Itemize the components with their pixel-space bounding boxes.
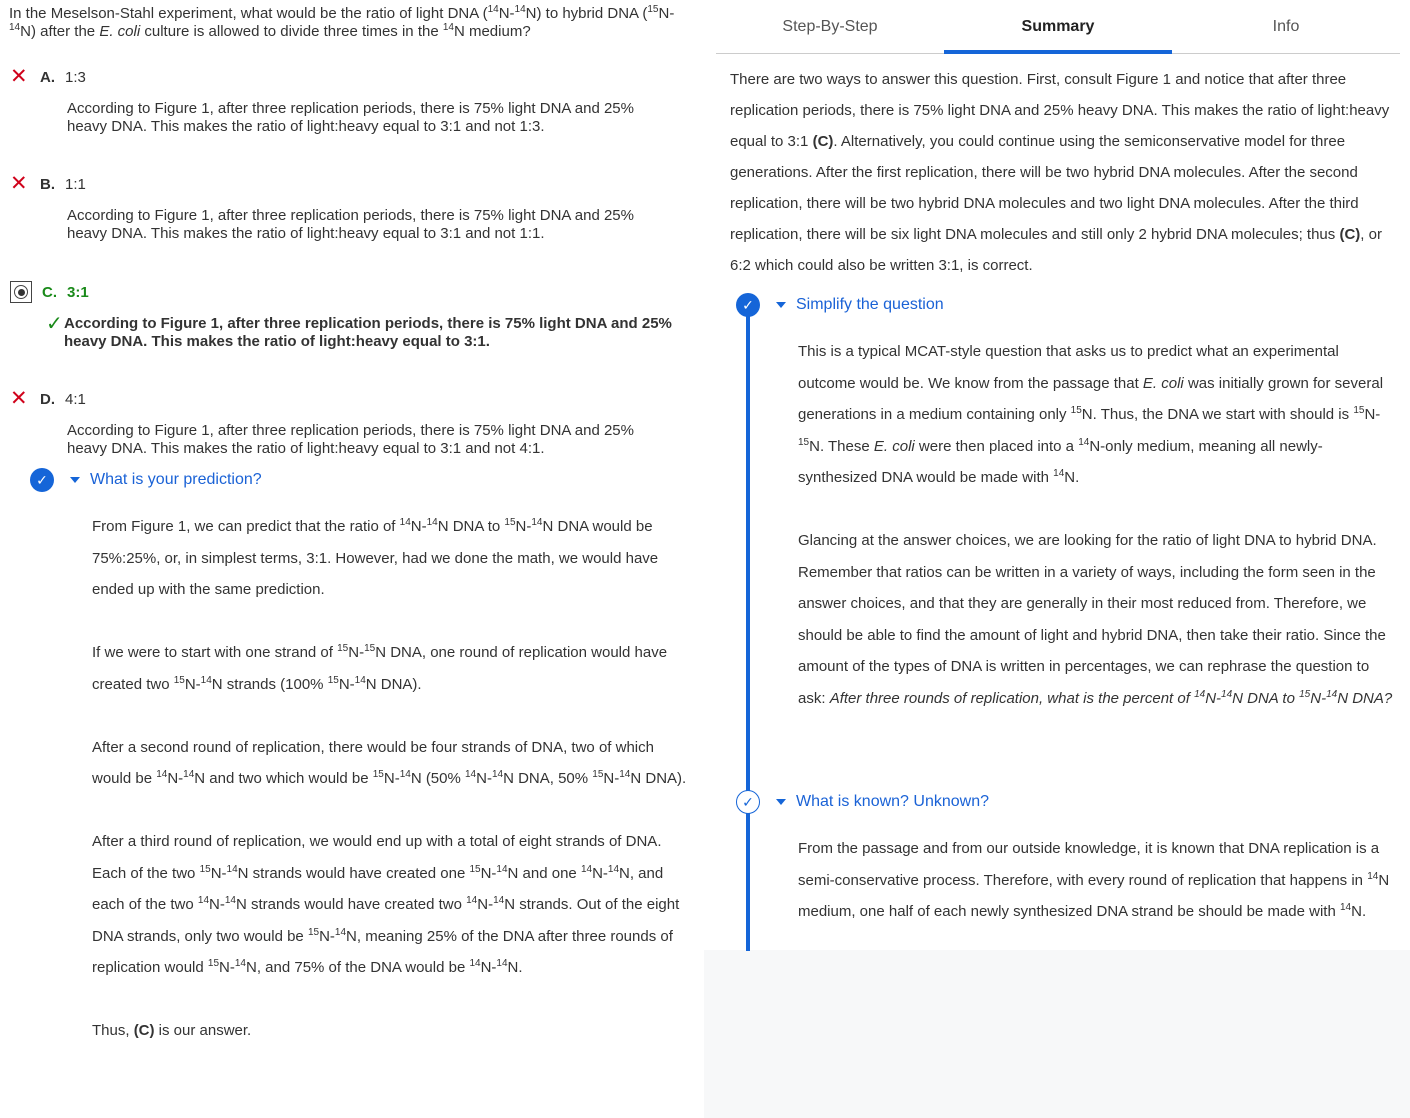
option-letter: A. [40, 68, 55, 86]
checkmark-icon: ✓ [46, 313, 63, 335]
correct-explanation [46, 315, 686, 351]
collapse-triangle-icon[interactable] [70, 477, 80, 483]
check-circle-outline-icon: ✓ [736, 790, 760, 814]
option-explanation: According to Figure 1, after three replication periods, there is 75% light DNA and 25% heavy DNA. This makes the ratio of light:heavy equal to 3:1. [63, 315, 672, 350]
selected-radio-icon[interactable] [10, 281, 32, 303]
incorrect-x-icon: ✕ [10, 172, 28, 195]
prediction-header[interactable] [30, 468, 262, 492]
collapse-triangle-icon[interactable] [776, 302, 786, 308]
check-circle-icon: ✓ [736, 293, 760, 317]
known-header[interactable] [736, 790, 989, 814]
simplify-paragraph: This is a typical MCAT-style question that asks us to predict what an experimental outcome would be. We know from the passage that E. coli was initially grown for several generations in a medium containing only $^{15}$N. Thus, the DNA we start with should is $^{15}$N-$^{15}$N. These E. coli were then placed into a $^{14}$N-only medium, meaning all newly-synthesized DNA would be made with $^{14}$N. [798, 343, 1384, 486]
simplify-body [798, 336, 1398, 714]
incorrect-x-icon: ✕ [10, 65, 28, 88]
collapse-triangle-icon[interactable] [776, 799, 786, 805]
explanation-pane [704, 0, 1410, 1118]
option-letter: D. [40, 390, 55, 408]
prediction-paragraph: Thus, (C) is our answer. [92, 1022, 252, 1039]
question-pane [0, 0, 704, 1118]
option-value: 1:1 [65, 175, 86, 193]
option-value: 4:1 [65, 390, 86, 408]
simplify-header[interactable] [736, 293, 944, 317]
known-body [798, 833, 1402, 928]
known-paragraph: From the passage and from our outside knowledge, it is known that DNA replication is a semi-conservative process. Therefore, with every round of replication that happens in $^{14}$N medium, one half of each newly synthesized DNA strand be should be made with $^{14}$N. [798, 840, 1390, 920]
option-value: 1:3 [65, 68, 86, 86]
tab-step-by-step[interactable]: Step-By-Step [782, 18, 878, 35]
incorrect-x-icon: ✕ [10, 387, 28, 410]
explanation-panel [704, 0, 1410, 950]
known-title[interactable]: What is known? Unknown? [796, 793, 989, 810]
tab-info[interactable]: Info [1272, 18, 1300, 35]
summary-text: There are two ways to answer this question. First, consult Figure 1 and notice that after three replication periods, there is 75% light DNA and 25% heavy DNA. This makes the ratio of light:heavy equal to 3:1 (C). Alternatively, you could continue using the semiconservative model for three generations. After the first replication, there will be two hybrid DNA molecules. After the second replication, there will be two hybrid DNA molecules and two light DNA molecules. After the third replication, there will be six light DNA molecules and still only 2 hybrid DNA molecules; thus (C), or 6:2 which could also be written 3:1, is correct. [730, 71, 1390, 274]
prediction-paragraph: After a second round of replication, there would be four strands of DNA, two of which would be $^{14}$N-$^{14}$N and two which would be $^{15}$N-$^{14}$N (50% $^{14}$N-$^{14}$N DNA, 50% $^{15}$N-$^{14}$N DNA). [92, 738, 687, 787]
prediction-title[interactable]: What is your prediction? [90, 471, 262, 488]
option-explanation: According to Figure 1, after three replication periods, there is 75% light DNA and 25% heavy DNA. This makes the ratio of light:heavy equal to 3:1 and not 4:1. [67, 422, 634, 457]
simplify-paragraph: Glancing at the answer choices, we are looking for the ratio of light DNA to hybrid DNA. Remember that ratios can be written in a variety of ways, including the form seen in the answer choices, and that they are generally in their most reduced from. Therefore, we should be able to find the amount of light and hybrid DNA, then take their ratio. Since the amount of the types of DNA is written in percentages, we can rephrase the question to ask: After three rounds of replication, what is the percent of $^{14}$N-$^{14}$N DNA to $^{15}$N-$^{14}$N DNA? [798, 532, 1393, 707]
prediction-paragraph: After a third round of replication, we would end up with a total of eight strands of DNA. Each of the two $^{15}$N-$^{14}$N strands would have created one $^{15}$N-$^{14}$N and one $^{14}$N-$^{14}$N, and each of the two $^{14}$N-$^{14}$N strands would have created two $^{14}$N-$^{14}$N strands. Out of the eight DNA strands, only two would be $^{15}$N-$^{14}$N, meaning 25% of the DNA after three rounds of replication would $^{15}$N-$^{14}$N, and 75% of the DNA would be $^{14}$N-$^{14}$N. [92, 833, 680, 976]
option-letter: C. [42, 283, 57, 301]
tab-bar [716, 0, 1400, 54]
option-explanation: According to Figure 1, after three replication periods, there is 75% light DNA and 25% heavy DNA. This makes the ratio of light:heavy equal to 3:1 and not 1:3. [67, 100, 634, 135]
question-stem: In the Meselson-Stahl experiment, what would be the ratio of light DNA ($^{14}$N-$^{14}$N) to hybrid DNA ($^{15}$N-$^{14}$N) after the E. coli culture is allowed to divide three times in the $^{14}$N medium? [9, 4, 675, 40]
simplify-title[interactable]: Simplify the question [796, 296, 944, 313]
option-letter: B. [40, 175, 55, 193]
option-value: 3:1 [67, 283, 89, 301]
check-circle-icon: ✓ [30, 468, 54, 492]
option-explanation: According to Figure 1, after three replication periods, there is 75% light DNA and 25% heavy DNA. This makes the ratio of light:heavy equal to 3:1 and not 1:1. [67, 207, 634, 242]
steps-rail [746, 315, 750, 951]
tab-summary[interactable]: Summary [944, 0, 1172, 53]
prediction-paragraph: If we were to start with one strand of $^{15}$N-$^{15}$N DNA, one round of replication would have created two $^{15}$N-$^{14}$N strands (100% $^{15}$N-$^{14}$N DNA). [92, 643, 668, 693]
prediction-paragraph: From Figure 1, we can predict that the ratio of $^{14}$N-$^{14}$N DNA to $^{15}$N-$^{14}$N DNA would be 75%:25%, or, in simplest terms, 3:1. However, had we done the math, we would have ended up with the same prediction. [92, 517, 659, 598]
prediction-body [92, 511, 692, 1047]
